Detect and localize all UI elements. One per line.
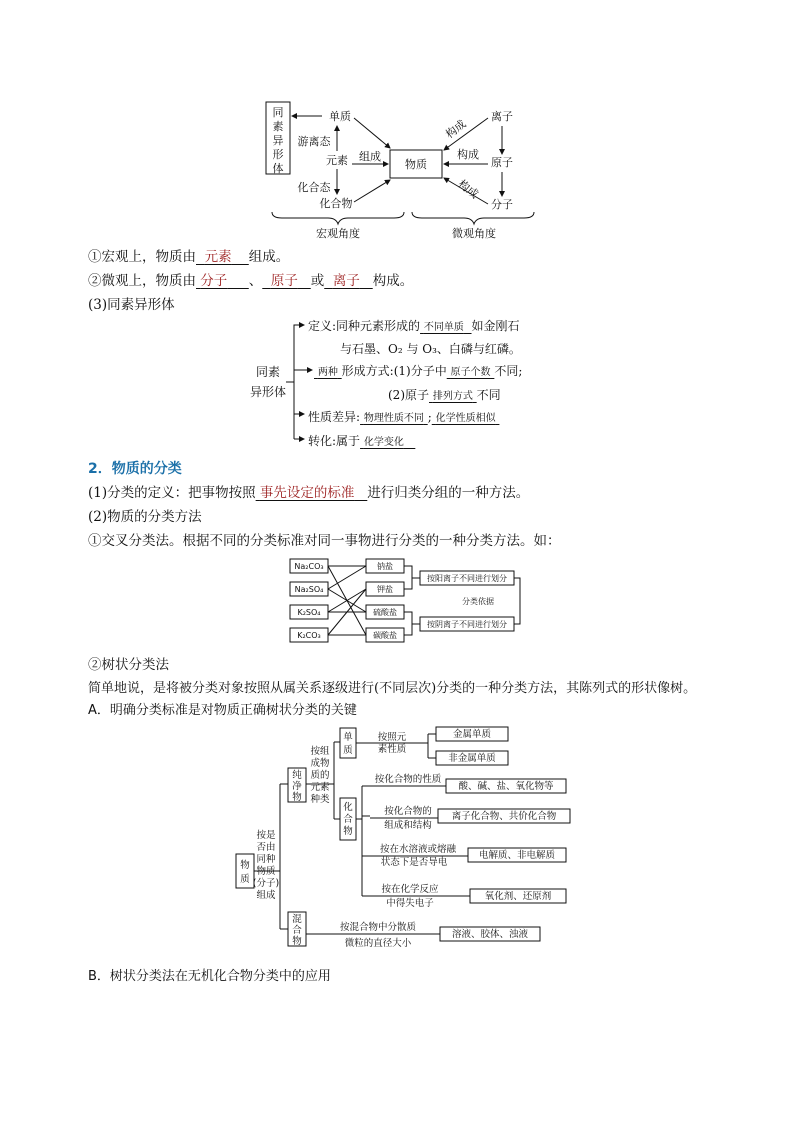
cross-classification: ①交叉分类法。根据不同的分类标准对同一事物进行分类的一种分类方法。如： (88, 533, 561, 549)
allotrope-root: 同素 异形体 (250, 365, 287, 399)
mix-char-2: 合 (292, 925, 302, 936)
substance-composition-diagram (262, 96, 542, 241)
compound-result-1: 酸、碱、盐、氧化物等 (458, 781, 554, 792)
cat-anion: 按阴离子不同进行划分 (427, 620, 507, 629)
construct-bot-label: 构成 (455, 177, 481, 202)
mixture-basis-a: 按混合物中分散质 (339, 922, 417, 933)
answer-ion: 离子 (332, 273, 360, 289)
simple-basis-0: 按照元 (377, 732, 407, 743)
definition-row: 定义:同种元素形成的 不同单质 如金刚石 (308, 319, 520, 333)
allotrope-subheading: (3)同素异形体 (88, 297, 175, 313)
element-label: 元素 (326, 154, 348, 167)
tree-classification-desc: 简单地说，是将被分类对象按照从属关系逐级进行(不同层次)分类的一种分类方法，其陈列式的形状像树。 (88, 681, 697, 696)
combined-state-label: 化合态 (297, 181, 331, 194)
right-item-2: 硫酸盐 (373, 608, 397, 617)
micro-label: 微观角度 (452, 227, 496, 240)
allotrope-diagram (248, 314, 568, 454)
mixture-basis-b: 微粒的直径大小 (344, 938, 412, 949)
macro-label: 宏观角度 (316, 227, 360, 240)
right-item-3: 碳酸盐 (373, 631, 397, 640)
answer-molecule: 分子 (200, 273, 228, 289)
molecule-label: 分子 (491, 198, 513, 211)
simple-basis-1: 素性质 (377, 744, 407, 755)
root-basis-1: 否由 (256, 842, 276, 853)
macro-statement: ①宏观上，物质由 元素 组成。 (88, 249, 290, 265)
root-basis-3: 物质 (256, 866, 276, 877)
metal-simple: 金属单质 (452, 729, 492, 740)
answer-atom: 原子 (270, 273, 298, 289)
root-basis-5: 组成 (256, 890, 276, 901)
classification-definition: (1)分类的定义：把事物按照 事先设定的标准 进行归类分组的一种方法。 (88, 485, 530, 501)
ion-label: 离子 (491, 110, 513, 123)
compound-basis-2b: 组成和结构 (384, 820, 432, 831)
answer-standard: 事先设定的标准 (259, 485, 355, 501)
root-basis-2: 同种 (256, 854, 276, 865)
left-item-3: K₂CO₃ (297, 631, 321, 640)
nonmetal-simple: 非金属单质 (448, 753, 496, 764)
root-char-1: 物 (240, 860, 250, 871)
pure-basis-1: 成物 (310, 758, 330, 769)
pure-basis-4: 种类 (310, 794, 330, 805)
compound-result-4: 氧化剂、还原剂 (484, 891, 552, 902)
cmp-char-1: 化 (343, 802, 353, 813)
formation-row-2: (2)原子 排列方式 不同 (388, 388, 501, 402)
cross-classification-diagram (288, 556, 524, 646)
compound-basis-3a: 按在水溶液或熔融 (379, 844, 457, 855)
substance-label: 物质 (405, 158, 427, 171)
compound-result-3: 电解质、非电解质 (478, 850, 556, 861)
pure-basis-0: 按组 (310, 746, 330, 757)
left-item-1: Na₂SO₄ (294, 585, 324, 594)
compound-basis-2a: 按化合物的 (384, 806, 432, 817)
compound-basis-4b: 中得失电子 (386, 898, 434, 909)
root-char-2: 质 (240, 874, 250, 885)
left-item-2: K₂SO₄ (297, 608, 321, 617)
construct-mid-label: 构成 (457, 148, 479, 161)
tree-inorganic-application: B．树状分类法在无机化合物分类中的应用 (88, 969, 331, 984)
tree-classification: ②树状分类法 (88, 657, 169, 673)
tree-classification-diagram (232, 724, 582, 954)
simple-char-2: 质 (343, 745, 353, 756)
cmp-char-2: 合 (343, 814, 353, 825)
allotrope-box-label: 同素异形体 (272, 106, 284, 175)
root-basis-0: 按是 (256, 830, 276, 841)
free-state-label: 游离态 (297, 135, 331, 148)
atom-label: 原子 (491, 156, 513, 169)
pure-char-1: 纯 (292, 770, 302, 781)
right-item-1: 钾盐 (377, 585, 393, 594)
cmp-char-3: 物 (343, 826, 353, 837)
compound-label: 化合物 (319, 197, 353, 210)
compound-basis-3b: 状态下是否导电 (380, 857, 448, 868)
micro-statement: ②微观上，物质由 分子 、 原子 或 离子 构成。 (88, 273, 414, 289)
mix-char-3: 物 (292, 936, 302, 947)
answer-element: 元素 (204, 249, 232, 265)
pure-char-2: 净 (292, 781, 302, 792)
construct-top-label: 构成 (443, 117, 469, 142)
pure-char-3: 物 (292, 792, 302, 803)
root-basis-4: (分子) (252, 878, 280, 889)
elemental-label: 单质 (329, 110, 351, 123)
compose-label: 组成 (359, 150, 381, 163)
pure-basis-2: 质的 (310, 770, 330, 781)
right-item-0: 钠盐 (377, 562, 393, 571)
section-heading-classification: 2．物质的分类 (88, 461, 182, 477)
left-item-0: Na₂CO₃ (294, 562, 324, 571)
tree-standard-key: A．明确分类标准是对物质正确树状分类的关键 (88, 703, 357, 718)
basis-label: 分类依据 (462, 597, 494, 606)
simple-char-1: 单 (343, 732, 353, 743)
property-row: 性质差异: 物理性质不同 ; 化学性质相似 (308, 410, 496, 424)
compound-result-2: 离子化合物、共价化合物 (451, 811, 557, 822)
compound-basis-4a: 按在化学反应 (381, 884, 439, 895)
pure-basis-3: 元素 (310, 782, 330, 793)
classification-methods: (2)物质的分类方法 (88, 509, 202, 525)
mixture-result: 溶液、胶体、浊液 (451, 929, 529, 940)
cat-cation: 按阳离子不同进行划分 (427, 574, 507, 583)
conversion-row: 转化:属于 化学变化 (308, 434, 404, 448)
mix-char-1: 混 (292, 914, 302, 925)
formation-row: 两种 形成方式:(1)分子中 原子个数 不同; (317, 364, 523, 378)
compound-basis-1: 按化合物的性质 (374, 774, 442, 785)
definition-continued: 与石墨、O₂ 与 O₃、白磷与红磷。 (340, 342, 521, 356)
